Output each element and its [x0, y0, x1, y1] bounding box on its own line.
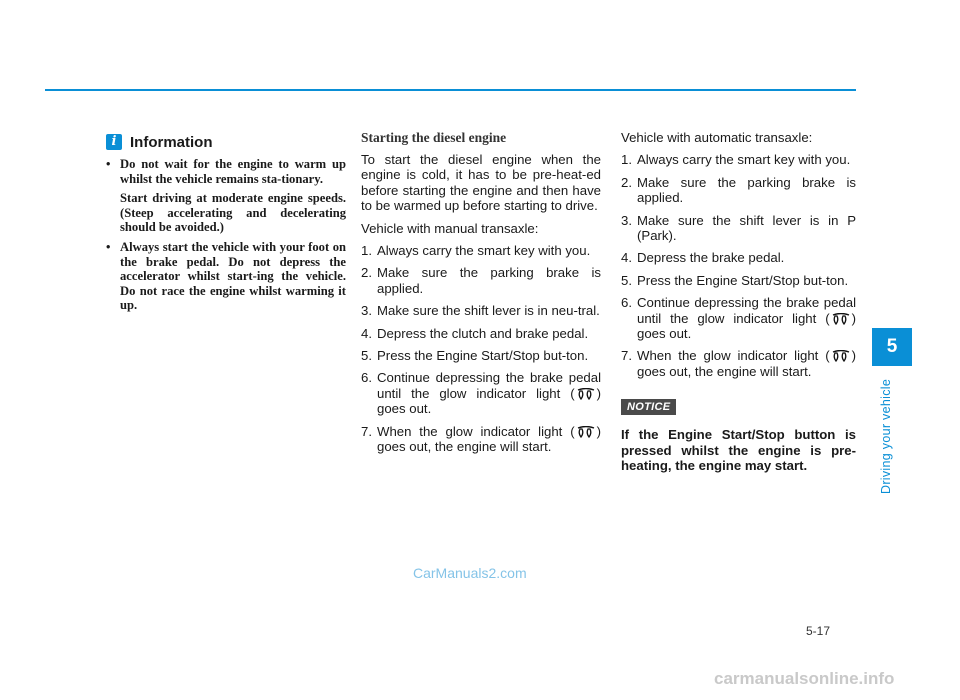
diesel-column — [361, 130, 601, 462]
step-item: 5. Press the Engine Start/Stop but-ton. — [361, 348, 589, 364]
glow-indicator-icon — [576, 388, 596, 400]
header-rule — [45, 89, 856, 91]
watermark-link[interactable]: carmanualsonline.info — [714, 669, 895, 688]
manual-steps — [361, 243, 601, 454]
information-title: Information — [130, 133, 213, 151]
auto-steps — [621, 152, 856, 379]
step-item: 2. Make sure the parking brake is applied. — [361, 265, 601, 296]
step-item: 6. Continue depressing the brake pedal until the glow indicator light ( ) goes out. — [621, 295, 856, 342]
information-column — [106, 130, 346, 318]
notice-text: If the Engine Start/Stop button is pressed whilst the engine is pre-heating, the engine may start. — [621, 427, 856, 474]
chapter-title: Driving your vehicle — [879, 378, 893, 494]
information-bullet: • Do not wait for the engine to warm up whilst the vehicle remains sta-tionary. Start driving at moderate engine speeds. (Steep accelerating and decelerating should be avoided.) — [106, 157, 346, 235]
watermark-link[interactable]: CarManuals2.com — [413, 565, 527, 581]
manual-heading: Vehicle with manual transaxle: — [361, 220, 539, 236]
step-item: 7. When the glow indicator light ( ) goes out, the engine will start. — [621, 348, 856, 379]
step-item: 1. Always carry the smart key with you. — [361, 243, 591, 259]
automatic-column — [621, 130, 856, 474]
page-number: 5-17 — [806, 624, 831, 638]
glow-indicator-icon — [831, 350, 851, 362]
step-item: 2. Make sure the parking brake is applied. — [621, 174, 856, 206]
notice-badge: NOTICE — [621, 399, 676, 415]
section-title: Starting the diesel engine — [361, 130, 507, 145]
info-icon: i — [106, 134, 122, 150]
step-item: 4. Depress the brake pedal. — [621, 250, 785, 266]
diesel-intro: To start the diesel engine when the engine is cold, it has to be pre-heat-ed before starting the engine and then have to be warmed up before starting to drive. — [361, 152, 601, 214]
step-item: 6. Continue depressing the brake pedal until the glow indicator light ( ) goes out. — [361, 370, 601, 417]
step-item: 7. When the glow indicator light ( ) goes out, the engine will start. — [361, 423, 601, 455]
glow-indicator-icon — [831, 313, 851, 325]
step-item: 3. Make sure the shift lever is in neu-tral. — [361, 303, 600, 319]
information-bullets — [106, 157, 346, 313]
step-item: 5. Press the Engine Start/Stop but-ton. — [621, 272, 849, 288]
glow-indicator-icon — [576, 426, 596, 438]
information-header — [106, 130, 346, 154]
auto-heading: Vehicle with automatic transaxle: — [621, 130, 813, 145]
step-item: 1. Always carry the smart key with you. — [621, 152, 851, 168]
information-bullet: • Always start the vehicle with your foot on the brake pedal. Do not depress the accelerator whilst start-ing the vehicle. Do not race the engine whilst warming it up. — [106, 239, 346, 313]
chapter-tab: 5 — [872, 328, 912, 366]
step-item: 3. Make sure the shift lever is in P (Park). — [621, 212, 856, 244]
step-item: 4. Depress the clutch and brake pedal. — [361, 325, 589, 341]
